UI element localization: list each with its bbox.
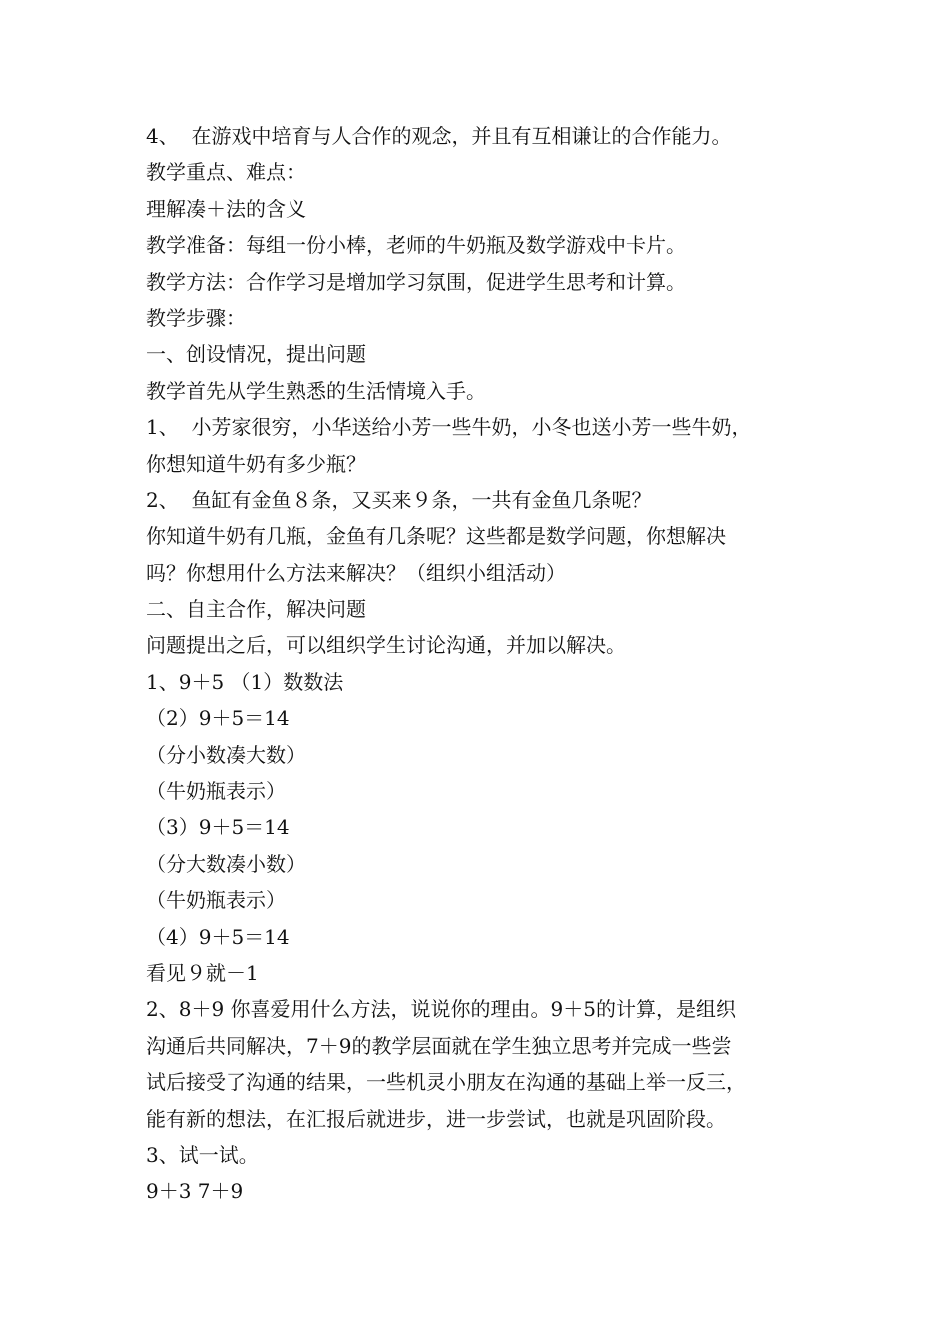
text-line: 2、8＋9 你喜爱用什么方法，说说你的理由。9＋5的计算，是组织 <box>146 997 736 1022</box>
text-line: 教学首先从学生熟悉的生活情境入手。 <box>146 378 486 403</box>
text-line: 教学准备：每组一份小棒，老师的牛奶瓶及数学游戏中卡片。 <box>146 233 686 258</box>
text-line: 能有新的想法，在汇报后就进步，进一步尝试，也就是巩固阶段。 <box>146 1106 726 1131</box>
text-line: （4）9＋5＝14 <box>146 924 290 949</box>
text-line: （牛奶瓶表示） <box>146 888 286 913</box>
text-line: （分大数凑小数） <box>146 851 306 876</box>
text-line: 3、试一试。 <box>146 1142 259 1167</box>
text-line: （3）9＋5＝14 <box>146 815 290 840</box>
document-body <box>146 118 836 1210</box>
text-line: 看见９就－1 <box>146 960 259 985</box>
text-line: 试后接受了沟通的结果，一些机灵小朋友在沟通的基础上举一反三， <box>146 1070 746 1095</box>
text-line: 你知道牛奶有几瓶，金鱼有几条呢？这些都是数学问题，你想解决 <box>146 524 726 549</box>
text-line: 你想知道牛奶有多少瓶？ <box>146 451 366 476</box>
text-line: （牛奶瓶表示） <box>146 779 286 804</box>
text-line: 9＋3 7＋9 <box>146 1179 244 1204</box>
text-line: 4、 在游戏中培育与人合作的观念，并且有互相谦让的合作能力。 <box>146 124 732 148</box>
section-heading: 教学重点、难点： <box>146 160 306 185</box>
text-line: 吗？你想用什么方法来解决？（组织小组活动） <box>146 560 566 585</box>
text-line: 理解凑＋法的含义 <box>146 196 306 221</box>
section-heading: 一、创设情况，提出问题 <box>146 342 366 367</box>
text-line: 沟通后共同解决，7＋9的教学层面就在学生独立思考并完成一些尝 <box>146 1033 732 1058</box>
text-line: （2）9＋5＝14 <box>146 706 290 731</box>
text-line: 教学方法：合作学习是增加学习氛围，促进学生思考和计算。 <box>146 269 686 294</box>
text-line: 问题提出之后，可以组织学生讨论沟通，并加以解决。 <box>146 633 626 658</box>
text-line: 1、 小芳家很穷，小华送给小芳一些牛奶，小冬也送小芳一些牛奶， <box>146 415 752 440</box>
text-line: （分小数凑大数） <box>146 742 306 767</box>
text-line: 1、9＋5 （1）数数法 <box>146 669 344 694</box>
section-heading: 教学步骤： <box>146 305 246 330</box>
text-line: 2、 鱼缸有金鱼８条，又买来９条，一共有金鱼几条呢？ <box>146 487 652 512</box>
section-heading: 二、自主合作，解决问题 <box>146 597 366 622</box>
